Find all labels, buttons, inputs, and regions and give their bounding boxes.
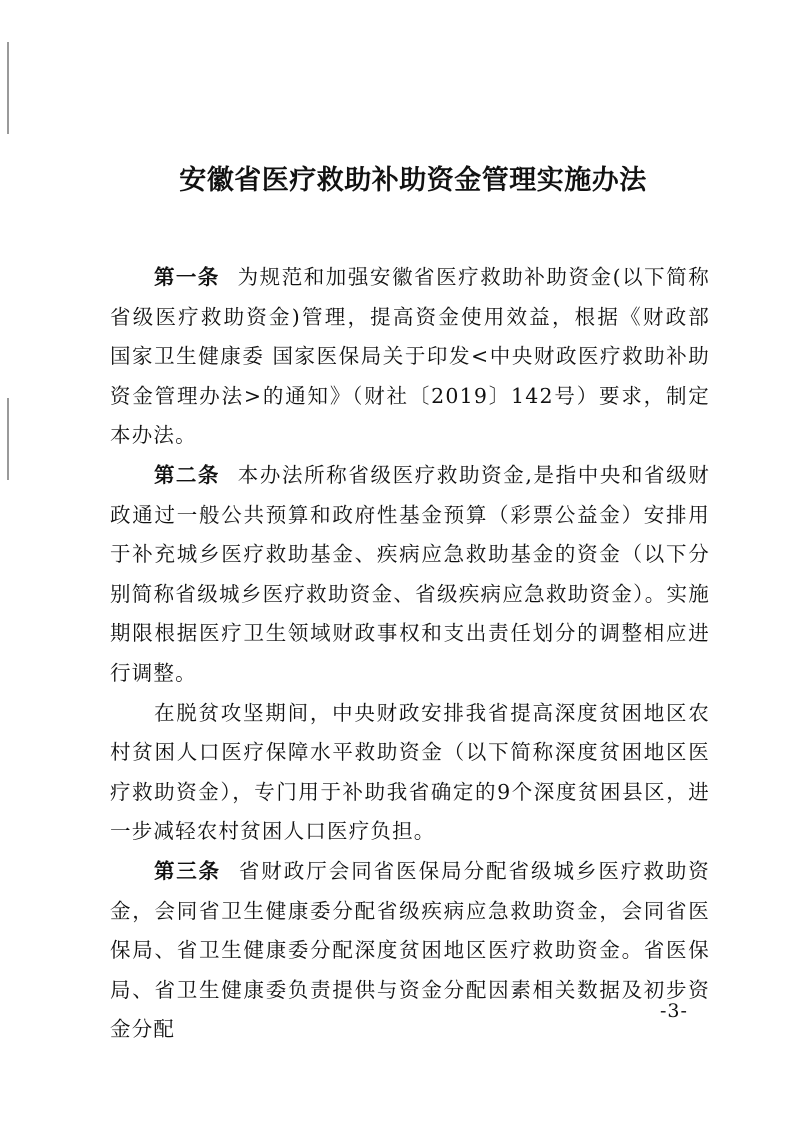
article-3-heading: 第三条 — [154, 858, 221, 883]
scan-margin-mark-bottom — [7, 398, 9, 480]
article-3-paragraph — [110, 852, 710, 1050]
article-2-heading: 第二条 — [154, 462, 220, 487]
scan-margin-mark-top — [7, 42, 9, 134]
article-3-text: 省财政厅会同省医保局分配省级城乡医疗救助资金，会同省卫生健康委分配省级疾病应急救助资金，会同省医保局、省卫生健康委分配深度贫困地区医疗救助资金。省医保局、省卫生健康委负责提供与资金分配因素相关数据及初步资金分配 — [110, 858, 711, 1042]
article-1-text: 为规范和加强安徽省医疗救助补助资金(以下简称省级医疗救助资金)管理，提高资金使用效益，根据《财政部 国家卫生健康委 国家医保局关于印发<中央财政医疗救助补助资金管理办法>的通知》（财社〔2019〕142号）要求，制定本办法。 — [110, 265, 710, 448]
document-body — [110, 258, 710, 1050]
article-2-supplement-text: 在脱贫攻坚期间，中央财政安排我省提高深度贫困地区农村贫困人口医疗保障水平救助资金（以下简称深度贫困地区医疗救助资金），专门用于补助我省确定的9个深度贫困县区，进一步减轻农村贫困人口医疗负担。 — [110, 700, 710, 844]
article-2-paragraph — [110, 456, 710, 694]
document-title: 安徽省医疗救助补助资金管理实施办法 — [179, 165, 647, 196]
article-2-text: 本办法所称省级医疗救助资金,是指中央和省级财政通过一般公共预算和政府性基金预算（彩票公益金）安排用于补充城乡医疗救助基金、疾病应急救助基金的资金（以下分别简称省级城乡医疗救助资金、省级疾病应急救助资金）。实施期限根据医疗卫生领域财政事权和支出责任划分的调整相应进行调整。 — [110, 462, 710, 685]
article-1-heading: 第一条 — [154, 265, 220, 289]
article-2-supplement-paragraph — [110, 694, 710, 852]
article-1-paragraph — [110, 258, 710, 456]
page-number: -3- — [660, 1000, 688, 1022]
